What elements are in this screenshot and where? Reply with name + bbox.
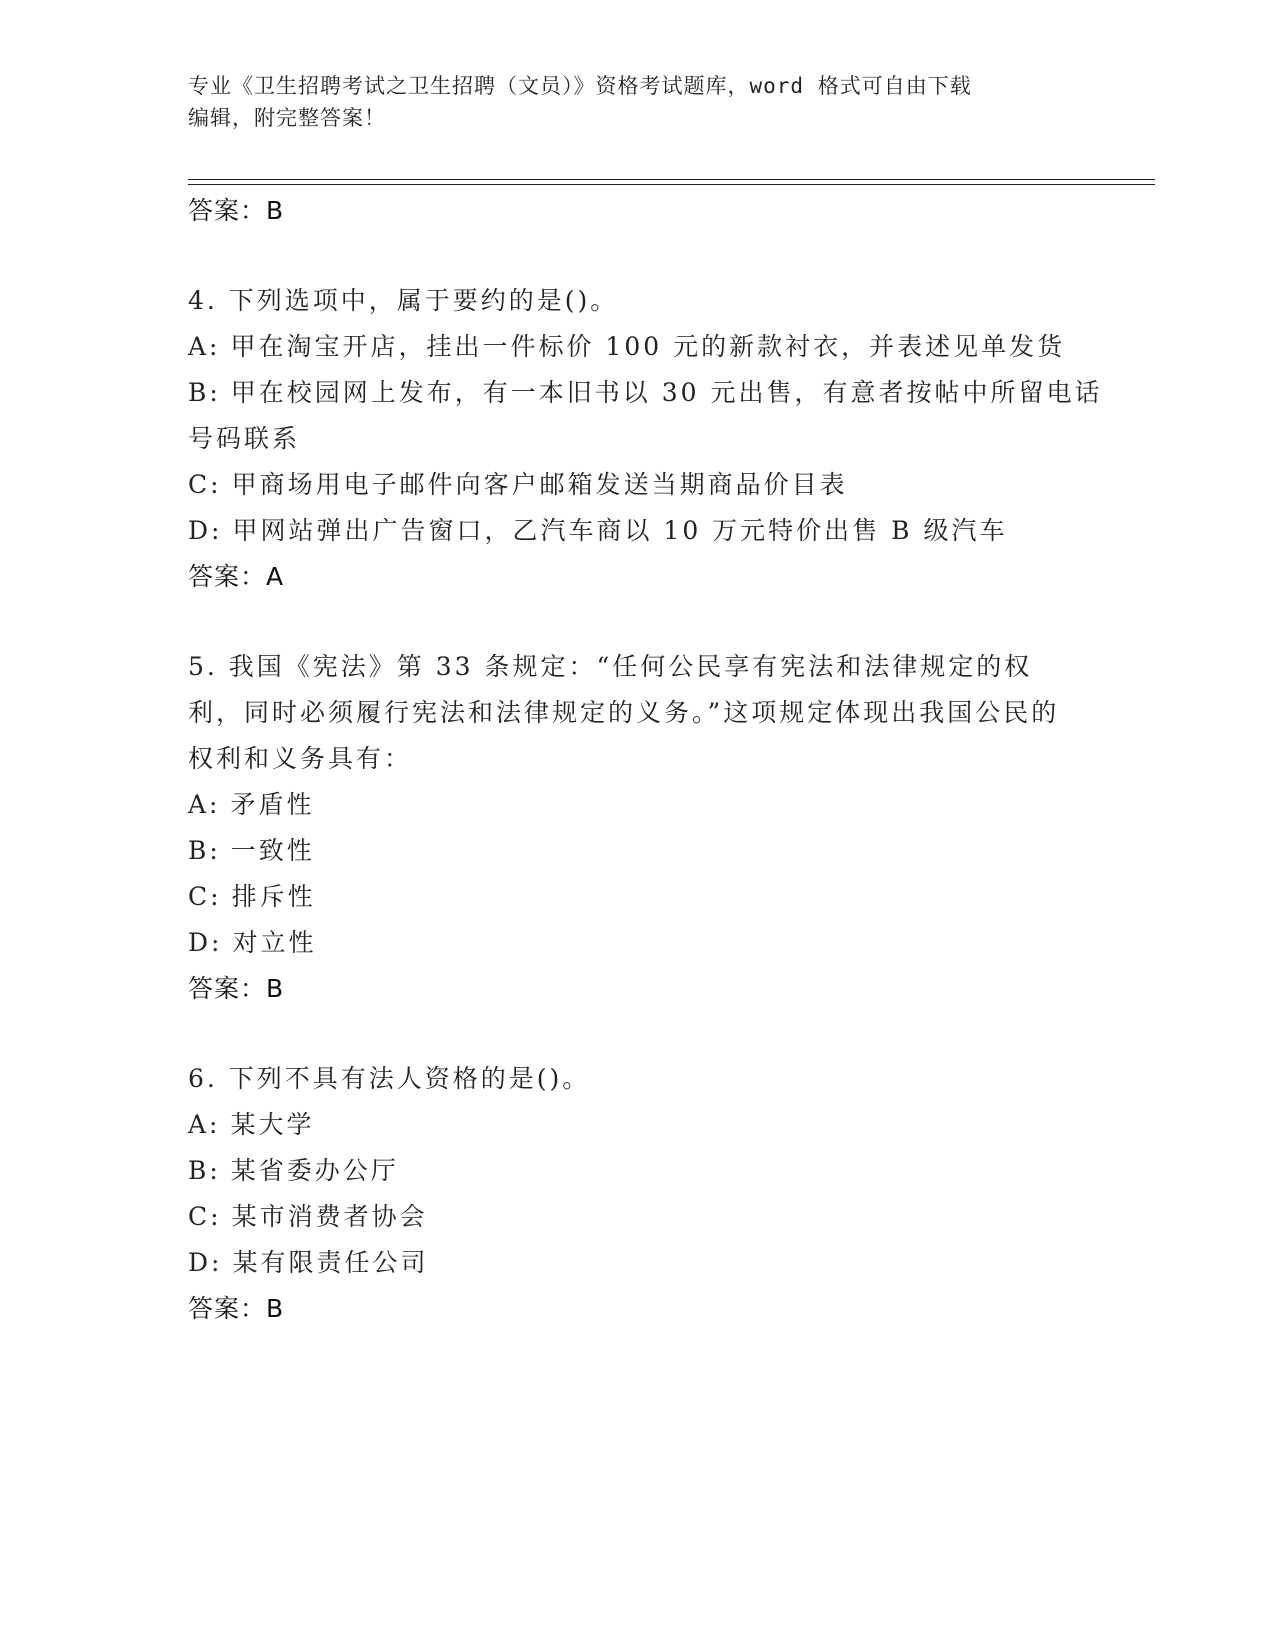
option-text: 甲商场用电子邮件向客户邮箱发送当期商品价目表 <box>231 470 848 499</box>
question-text: 5. 我国《宪法》第 33 条规定：“任何公民享有宪法和法律规定的权利，同时必须履行宪法和法律规定的义务。”这项规定体现出我国公民的权利和义务具有： <box>188 652 1060 773</box>
option-b <box>188 1148 1108 1194</box>
option-text: 某有限责任公司 <box>232 1248 429 1277</box>
option-text: 甲网站弹出广告窗口，乙汽车商以 10 万元特价出售 B 级汽车 <box>232 516 1008 545</box>
question-list <box>188 188 1108 1332</box>
answer: 答案：A <box>188 562 285 591</box>
question-5 <box>188 644 1108 1012</box>
option-text: 某市消费者协会 <box>231 1202 428 1231</box>
option-label: B: <box>188 836 221 865</box>
header-line-1: 专业《卫生招聘考试之卫生招聘（文员）》资格考试题库，word 格式可自由下载 <box>188 74 972 98</box>
answer: 答案：B <box>188 974 285 1003</box>
option-text: 对立性 <box>232 928 317 957</box>
option-text: 矛盾性 <box>230 790 315 819</box>
option-label: D: <box>188 516 223 545</box>
option-label: C: <box>188 882 222 911</box>
option-text: 一致性 <box>230 836 315 865</box>
option-text: 甲在校园网上发布，有一本旧书以 30 元出售，有意者按帖中所留电话号码联系 <box>188 378 1103 453</box>
question-4 <box>188 278 1108 600</box>
option-d <box>188 1240 1108 1286</box>
option-text: 排斥性 <box>231 882 316 911</box>
option-b <box>188 370 1108 462</box>
option-a <box>188 782 1108 828</box>
document-header <box>188 70 1088 134</box>
option-label: C: <box>188 470 222 499</box>
option-a <box>188 324 1108 370</box>
option-text: 某大学 <box>230 1110 315 1139</box>
option-label: D: <box>188 928 223 957</box>
option-d <box>188 508 1108 554</box>
header-rule-top <box>188 179 1155 180</box>
option-label: A: <box>188 332 221 361</box>
option-a <box>188 1102 1108 1148</box>
option-label: B: <box>188 378 221 407</box>
option-c <box>188 462 1108 508</box>
option-c <box>188 874 1108 920</box>
question-6 <box>188 1056 1108 1332</box>
option-b <box>188 828 1108 874</box>
option-c <box>188 1194 1108 1240</box>
option-label: C: <box>188 1202 222 1231</box>
option-text: 甲在淘宝开店，挂出一件标价 100 元的新款衬衣，并表述见单发货 <box>230 332 1066 361</box>
question-text: 6. 下列不具有法人资格的是()。 <box>188 1064 591 1093</box>
option-label: A: <box>188 1110 221 1139</box>
answer: 答案：B <box>188 1294 285 1323</box>
option-label: B: <box>188 1156 221 1185</box>
option-d <box>188 920 1108 966</box>
previous-answer: 答案：B <box>188 196 285 225</box>
header-rule-bottom <box>188 184 1155 185</box>
option-text: 某省委办公厅 <box>230 1156 399 1185</box>
header-line-2: 编辑，附完整答案！ <box>188 106 386 130</box>
option-label: D: <box>188 1248 223 1277</box>
question-text: 4. 下列选项中，属于要约的是()。 <box>188 286 619 315</box>
option-label: A: <box>188 790 221 819</box>
